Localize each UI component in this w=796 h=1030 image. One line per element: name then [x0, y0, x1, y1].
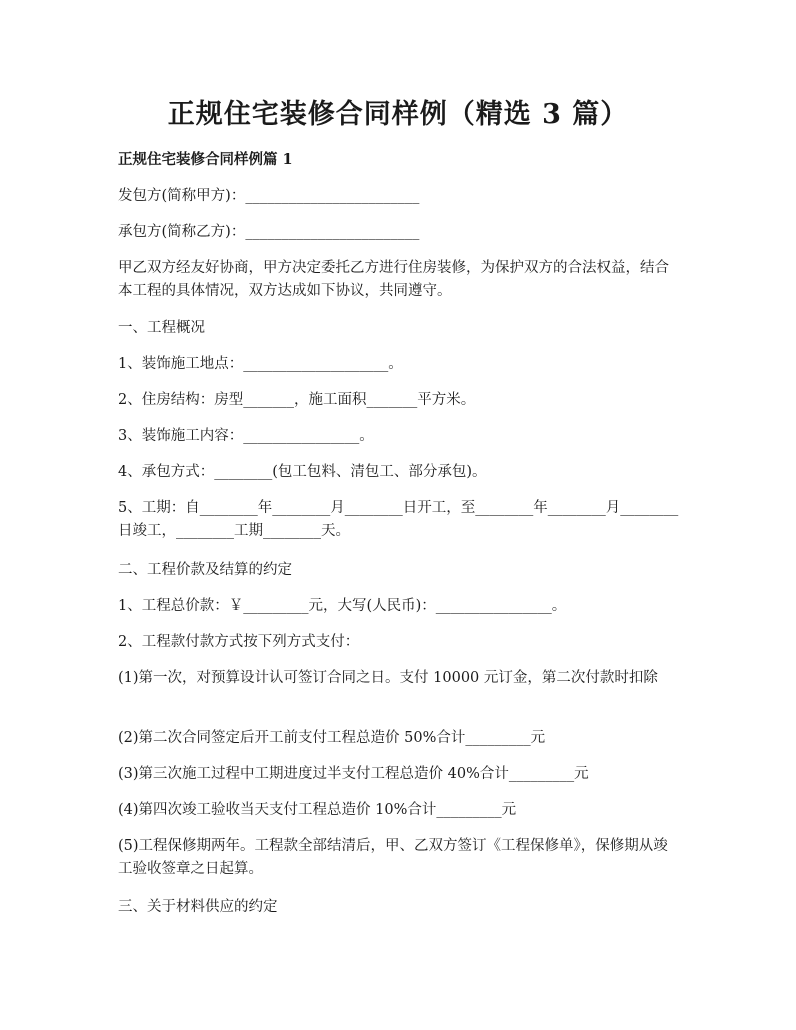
clause-item: 2、工程款付款方式按下列方式支付： [118, 634, 360, 650]
clause-item: (2)第二次合同签定后开工前支付工程总造价 50%合计_________元 [118, 730, 546, 746]
clause-item: 4、承包方式：________(包工包料、清包工、部分承包)。 [118, 464, 487, 480]
clause-item: (3)第三次施工过程中工期进度过半支付工程总造价 40%合计_________元 [118, 766, 589, 782]
clause-item: 3、装饰施工内容：________________。 [118, 428, 374, 444]
section-heading: 正规住宅装修合同样例篇 1 [118, 151, 293, 168]
clause-heading: 二、工程价款及结算的约定 [118, 562, 292, 578]
clause-item: (4)第四次竣工验收当天支付工程总造价 10%合计_________元 [118, 802, 517, 818]
clause-item: 1、装饰施工地点：____________________。 [118, 356, 403, 372]
party-a-line: 发包方(简称甲方)：________________________ [118, 188, 420, 204]
clause-item: 2、住房结构：房型_______，施工面积_______平方米。 [118, 392, 476, 408]
clause-item: 1、工程总价款：￥_________元，大写(人民币)：________________。 [118, 598, 567, 614]
party-b-line: 承包方(简称乙方)：________________________ [118, 224, 420, 240]
clause-heading: 一、工程概况 [118, 320, 205, 336]
clause-item: 5、工期：自________年________月________日开工，至________年________月________日竣工，________工期________天。 [118, 500, 679, 539]
document-title: 正规住宅装修合同样例（精选 3 篇） [167, 99, 629, 130]
intro-paragraph: 甲乙双方经友好协商，甲方决定委托乙方进行住房装修，为保护双方的合法权益，结合本工程的具体情况，双方达成如下协议，共同遵守。 [118, 260, 669, 299]
clause-heading: 三、关于材料供应的约定 [118, 899, 278, 915]
clause-item: (5)工程保修期两年。工程款全部结清后，甲、乙双方签订《工程保修单》，保修期从竣工验收签章之日起算。 [118, 838, 668, 877]
clause-item: (1)第一次，对预算设计认可签订合同之日。支付 10000 元订金，第二次付款时扣除 [118, 670, 658, 686]
